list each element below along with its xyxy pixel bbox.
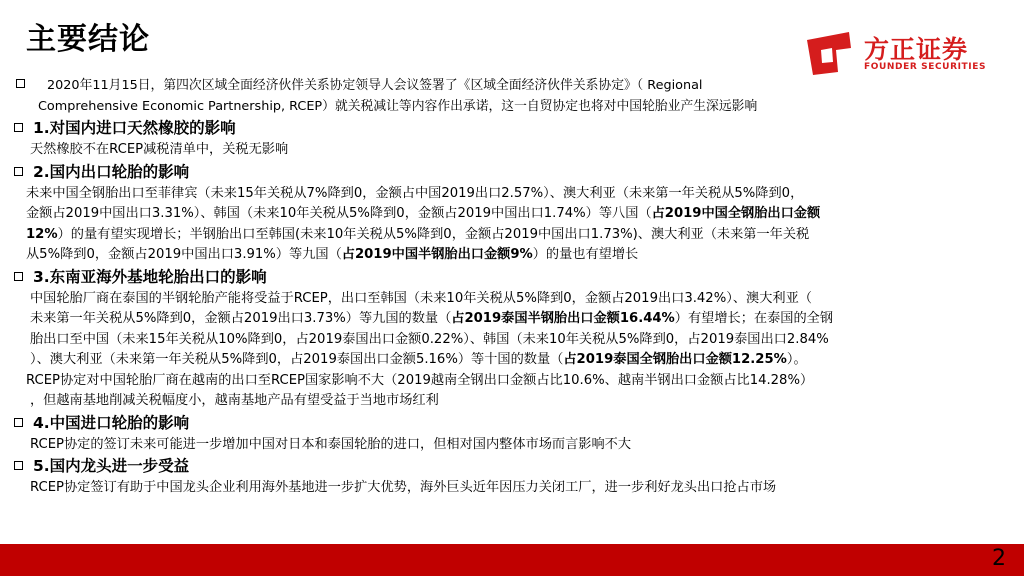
section-3-line-1: 中国轮胎厂商在泰国的半钢轮胎产能将受益于RCEP，出口至韩国（未来10年关税从5%降到0，金额占2019出口3.42%）、澳大利亚（ bbox=[30, 290, 812, 306]
section-heading-text: 5.国内龙头进一步受益 bbox=[33, 457, 190, 475]
section-2-line-4 bbox=[14, 245, 1014, 266]
section-heading-5 bbox=[14, 455, 1014, 478]
section-2-line-2 bbox=[14, 204, 1014, 225]
text-run: 未来第一年关税从5%降到0，金额占2019出口3.73%）等九国的数量（ bbox=[30, 311, 452, 326]
intro-text-2: Comprehensive Economic Partnership, RCEP）就关税减让等内容作出承诺，这一自贸协定也将对中国轮胎业产生深远影响 bbox=[38, 98, 758, 114]
section-3-line-3: 胎出口至中国（未来15年关税从10%降到0，占2019泰国出口金额0.22%）、韩国（未来10年关税从5%降到0，占2019泰国出口2.84% bbox=[30, 331, 829, 347]
text-run: ）的量也有望增长 bbox=[532, 247, 639, 262]
section-heading-2 bbox=[14, 161, 1014, 184]
bold-text-run: 占2019中国半钢胎出口金额9% bbox=[341, 247, 533, 262]
text-run: ）、澳大利亚（未来第一年关税从5%降到0，占2019泰国出口金额5.16%）等十国的数量（ bbox=[30, 352, 564, 367]
bullet-square-icon bbox=[14, 461, 23, 470]
intro-line-2 bbox=[14, 97, 1014, 118]
section-5-line-1: RCEP协定签订有助于中国龙头企业利用海外基地进一步扩大优势，海外巨头近年因压力关闭工厂，进一步利好龙头出口抢占市场 bbox=[30, 480, 777, 495]
section-2-line-1: 未来中国全钢胎出口至菲律宾（未来15年关税从7%降到0，金额占中国2019出口2.57%）、澳大利亚（未来第一年关税从5%降到0， bbox=[26, 185, 804, 201]
logo-chinese-text: 方正证券 bbox=[864, 35, 969, 64]
text-run: ）的量有望实现增长；半钢胎出口至韩国(未来10年关税从5%降到0，金额占2019中国出口1.73%)、澳大利亚（未来第一年关税 bbox=[57, 226, 810, 242]
bold-text-run: 占2019泰国全钢胎出口金额12.25% bbox=[563, 352, 787, 367]
text-run: ）有望增长；在泰国的全钢 bbox=[674, 311, 834, 326]
bullet-square-icon bbox=[14, 272, 23, 281]
bullet-square-icon bbox=[14, 167, 23, 176]
text-run: 金额占2019中国出口3.31%）、韩国（未来10年关税从5%降到0，金额占2019中国出口1.74%）等八国（ bbox=[26, 206, 652, 221]
bold-text-run: 占2019泰国半钢胎出口金额16.44% bbox=[451, 311, 675, 326]
section-heading-4 bbox=[14, 412, 1014, 435]
section-heading-1 bbox=[14, 117, 1014, 140]
intro-line-1 bbox=[14, 76, 1014, 97]
section-3-line-4 bbox=[14, 350, 1014, 371]
section-heading-text: 2.国内出口轮胎的影响 bbox=[33, 162, 190, 181]
logo-english-text: FOUNDER SECURITIES bbox=[864, 62, 987, 72]
section-heading-text: 3.东南亚海外基地轮胎出口的影响 bbox=[33, 267, 267, 286]
text-run: ）。 bbox=[786, 352, 807, 367]
section-heading-text: 1.对国内进口天然橡胶的影响 bbox=[33, 119, 236, 137]
company-logo bbox=[804, 30, 1004, 76]
footer-bar bbox=[0, 544, 1024, 576]
section-4-line-1: RCEP协定的签订未来可能进一步增加中国对日本和泰国轮胎的进口，但相对国内整体市场而言影响不大 bbox=[30, 436, 632, 452]
section-heading-text: 4.中国进口轮胎的影响 bbox=[33, 413, 190, 432]
bullet-square-icon bbox=[14, 123, 23, 132]
section-3-line-5: RCEP协定对中国轮胎厂商在越南的出口至RCEP国家影响不大（2019越南全钢出口金额占比10.6%、越南半钢出口金额占比14.28%） bbox=[26, 372, 814, 388]
section-1-line-1: 天然橡胶不在RCEP减税清单中，关税无影响 bbox=[30, 142, 289, 157]
section-3-line-2 bbox=[14, 309, 1014, 330]
page-number: 2 bbox=[992, 546, 1006, 571]
text-run: 从5%降到0，金额占2019中国出口3.91%）等九国（ bbox=[26, 247, 342, 262]
bullet-square-icon bbox=[14, 418, 23, 427]
intro-text-1: 2020年11月15日，第四次区域全面经济伙伴关系协定领导人会议签署了《区域全面经济伙伴关系协定》（ Regional bbox=[47, 78, 703, 93]
bold-text-run: 占2019中国全钢胎出口金额 bbox=[651, 206, 821, 221]
section-2-line-3 bbox=[14, 225, 1014, 246]
bold-text-run: 12% bbox=[26, 226, 58, 242]
bullet-square-icon bbox=[16, 79, 25, 88]
page-title: 主要结论 bbox=[26, 22, 150, 57]
section-3-line-6: ，但越南基地削减关税幅度小，越南基地产品有望受益于当地市场红利 bbox=[30, 393, 439, 408]
main-content bbox=[14, 76, 1014, 499]
founder-logo-icon bbox=[804, 30, 856, 76]
section-heading-3 bbox=[14, 266, 1014, 289]
